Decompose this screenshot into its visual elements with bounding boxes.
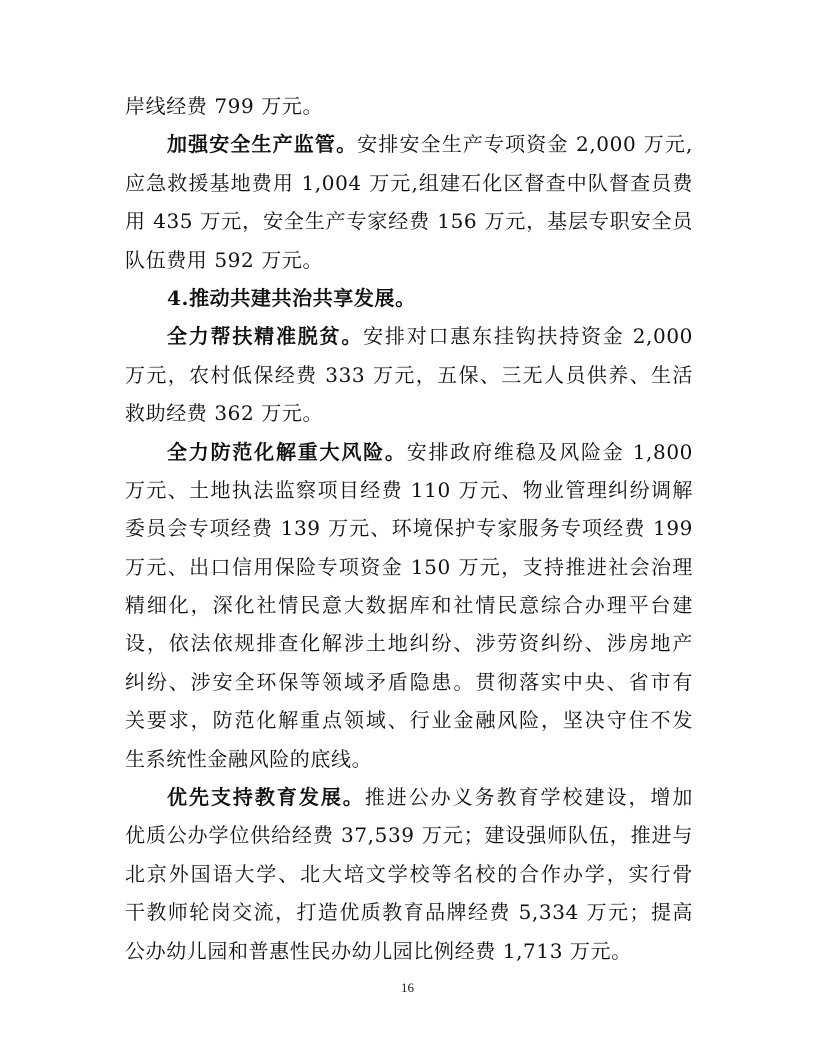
paragraph-line: 用 435 万元，安全生产专家经费 156 万元，基层专职安全员 (125, 209, 693, 234)
paragraph-text: 安排政府维稳及风险金 1,800 (406, 439, 693, 464)
page-number: 16 (401, 980, 414, 995)
paragraph-line: 公办幼儿园和普惠性民办幼儿园比例经费 1,713 万元。 (125, 938, 632, 963)
paragraph-line: 万元、土地执法监察项目经费 110 万元、物业管理纠纷调解 (125, 477, 693, 502)
paragraph-lead: 全力防范化解重大风险。 (167, 439, 407, 464)
paragraph-lead: 优先支持教育发展。 (167, 785, 365, 810)
paragraph-line: 委员会专项经费 139 万元、环境保护专家服务专项经费 199 (125, 516, 693, 541)
paragraph-line (125, 778, 693, 816)
paragraph-line: 纠纷、涉安全环保等领域矛盾隐患。贯彻落实中央、省市有 (125, 669, 693, 694)
paragraph-line: 关要求，防范化解重点领域、行业金融风险，坚决守住不发 (125, 708, 693, 733)
paragraph-line (125, 125, 693, 163)
paragraph-lead: 全力帮扶精准脱贫。 (167, 324, 364, 349)
paragraph-line: 设，依法依规排查化解涉土地纠纷、涉劳资纠纷、涉房地产 (125, 631, 693, 656)
paragraph-line: 精细化，深化社情民意大数据库和社情民意综合办理平台建 (125, 593, 693, 618)
paragraph-line: 万元，农村低保经费 333 万元，五保、三无人员供养、生活 (125, 362, 693, 387)
paragraph-line: 生系统性金融风险的底线。 (125, 746, 373, 771)
paragraph-line: 万元、出口信用保险专项资金 150 万元，支持推进社会治理 (125, 554, 693, 579)
paragraph-line (125, 433, 693, 471)
paragraph-line (125, 317, 693, 355)
section-heading: 4.推动共建共治共享发展。 (167, 285, 416, 310)
paragraph-text: 安排对口惠东挂钩扶持资金 2,000 (363, 324, 693, 349)
paragraph-text: 推进公办义务教育学校建设，增加 (364, 785, 693, 810)
paragraph-lead: 加强安全生产监管。 (167, 132, 358, 157)
paragraph-line: 北京外国语大学、北大培文学校等名校的合作办学，实行骨 (125, 861, 693, 886)
paragraph-line: 干教师轮岗交流，打造优质教育品牌经费 5,334 万元；提高 (125, 900, 693, 925)
paragraph-line: 救助经费 362 万元。 (125, 401, 324, 426)
paragraph-line: 优质公办学位供给经费 37,539 万元；建设强师队伍，推进与 (125, 823, 693, 848)
paragraph-line: 应急救援基地费用 1,004 万元,组建石化区督查中队督查员费 (125, 170, 693, 195)
paragraph-line: 队伍费用 592 万元。 (125, 247, 324, 272)
paragraph-text: 安排安全生产专项资金 2,000 万元, (357, 132, 693, 157)
body-text (125, 87, 693, 970)
paragraph-line: 岸线经费 799 万元。 (125, 94, 324, 118)
